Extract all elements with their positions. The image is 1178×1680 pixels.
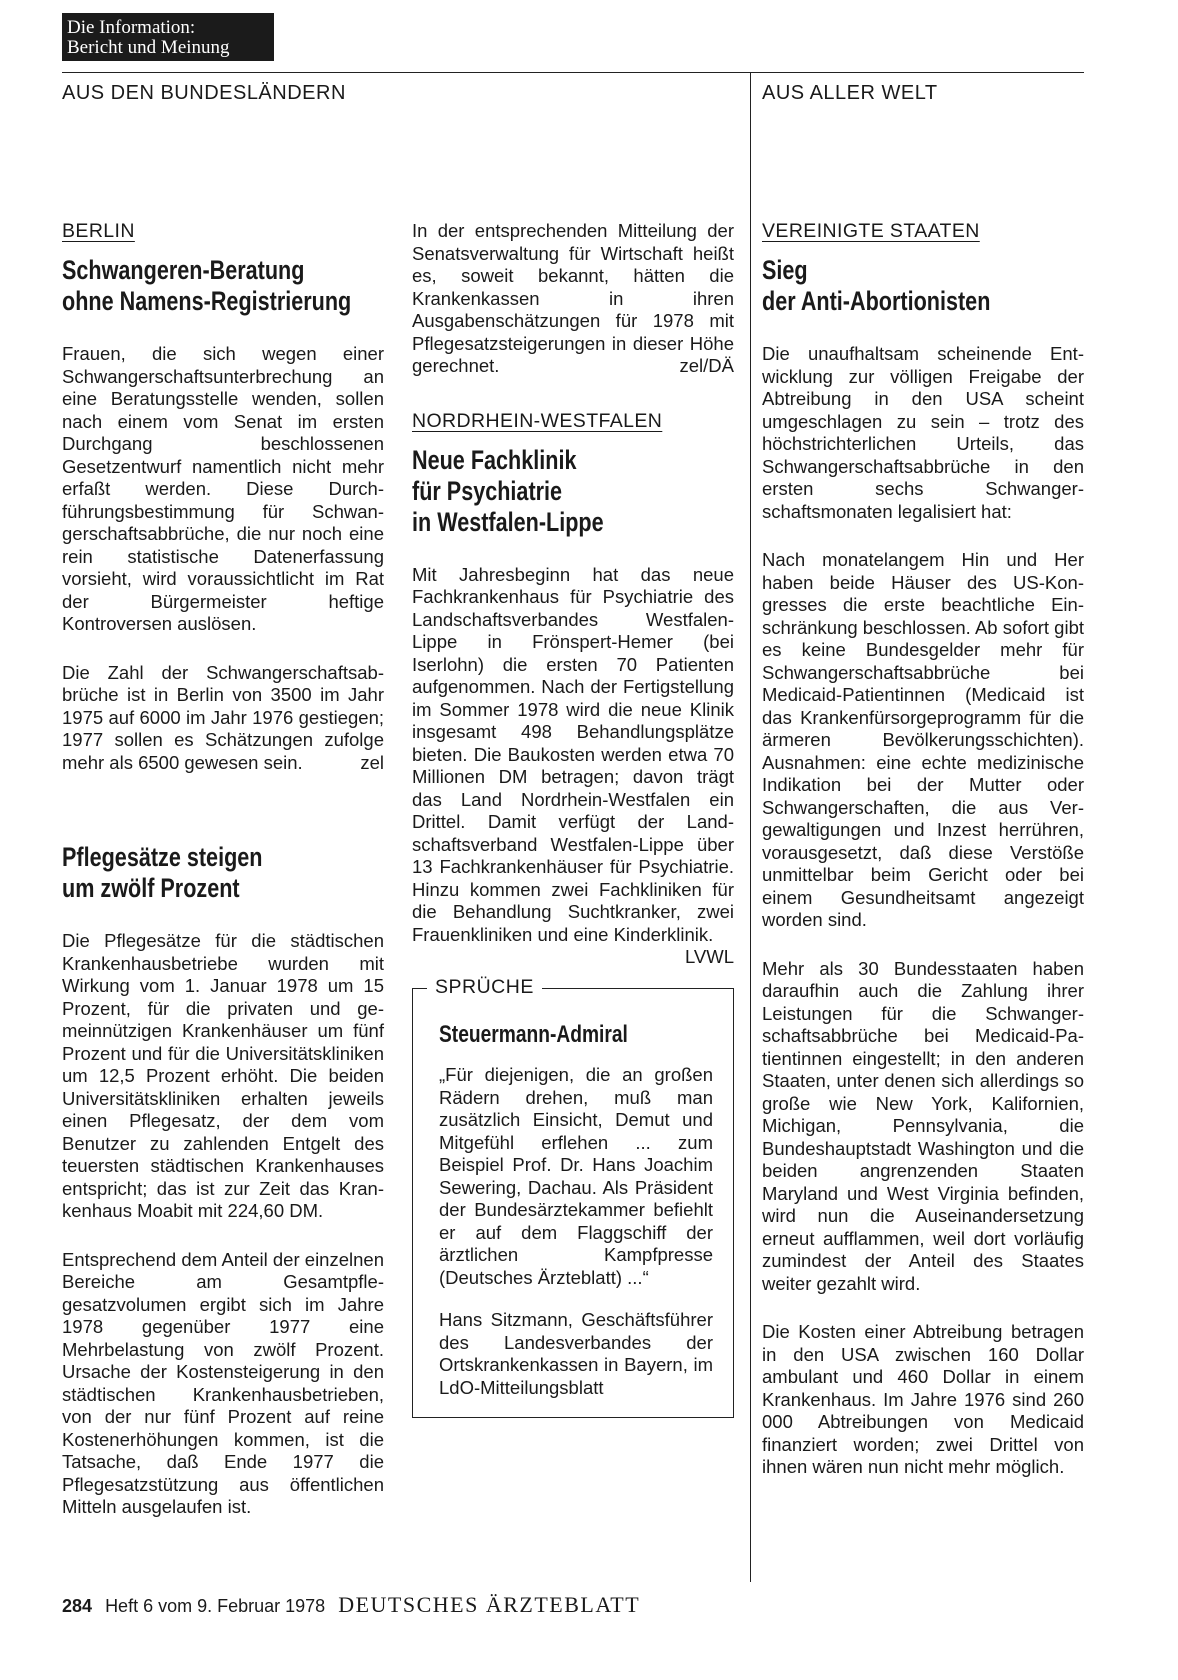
paragraph-text: Mit Jahresbeginn hat das neue Fachkrankenhaus für Psychiatrie des Landschaftsverbandes Westfalen-Lippe in Frönspert-Hemer (bei Iserlohn) die ersten 70 Patienten aufgenommen. Nach der Fertigstellung im Sommer 1978 wird die neue Klinik insgesamt 498 Behandlungsplätze bieten. Die Baukosten werden etwa 70 Millionen DM betragen; davon trägt das Land Nordrhein-Westfalen ein Drittel. Damit verfügt der Landschaftsverband Westfalen-Lippe über 13 Fachkrankenhäuser für Psychiatrie. Hinzu kommen zwei Fachkliniken für die Behandlung Suchtkranker, zwei Frauenkliniken und eine Kinderklinik. xyxy=(412,563,734,945)
article-paragraph: Nach monatelangem Hin und Her haben beide Häuser des US-Kongresses die erste beachtliche Einschränkung beschlossen. Ab sofort gibt es keine Bundesgelder mehr für Schwangerschaftsabbrüche bei Medicaid-Patientinnen (Medicaid ist das Krankenfürsorgeprogramm für die ärmeren Bevölkerungsschichten). Ausnahmen: eine echte medizinische Indikation bei der Mutter oder Schwangerschaften, die aus Vergewaltigungen und Inzest herrühren, vorausgesetzt, daß diese Verstöße unmittelbar beim Gericht oder bei einem Gesundheitsamt angezeigt worden sind. xyxy=(762,549,1084,930)
paragraph-text: In der entsprechenden Mitteilung der Senatsverwaltung für Wirtschaft heißt es, soweit bekannt, hätten die Krankenkassen in ihren Ausgabenschätzungen für 1978 mit Pflegesatzsteigerungen in dieser Höhe gerechnet. xyxy=(412,220,734,376)
author-signature: zel xyxy=(360,751,384,773)
author-signature: LVWL xyxy=(684,946,734,967)
masthead-line-2: Bericht und Meinung xyxy=(67,37,230,58)
kicker-nrw: NORDRHEIN-WESTFALEN xyxy=(412,409,663,432)
article-paragraph: Die unaufhaltsam scheinende Entwicklung zur völligen Freigabe der Abtreibung in den USA scheint umgeschlagen zu sein – trotz des höchstrichterlichen Urteils, das Schwangerschaftsabbrüche in den ersten sechs Schwangerschaftsmonaten legalisiert hat: xyxy=(762,343,1084,522)
masthead-line-1: Die Information: xyxy=(67,17,196,38)
page-footer xyxy=(62,1592,640,1618)
quote-source: Hans Sitzmann, Geschäftsführer des Landesverbandes der Ortskrankenkassen in Bayern, im LdO-Mitteilungsblatt xyxy=(439,1309,713,1398)
kicker-vereinigte-staaten: VEREINIGTE STAATEN xyxy=(762,220,980,242)
section-header-right: AUS ALLER WELT xyxy=(762,82,938,104)
article-paragraph: Frauen, die sich wegen einer Schwangerschaftsunterbrechung an eine Beratungsstelle wenden, sollen nach einem vom Senat im ersten Durchgang beschlossenen Gesetzentwurf namentlich nicht mehr erfaßt werden. Diese Durchführungsbestimmung für Schwangerschaftsabbrüche, die nur noch eine rein statistische Datenerfassung vorsieht, wird voraussichtlicht im Rat der Bürgermeister heftige Kontroversen auslösen. xyxy=(62,343,384,634)
column-1 xyxy=(62,220,384,1545)
headline-fachklinik: Neue Fachklinik für Psychiatrie in Westfalen-Lippe xyxy=(412,444,604,537)
masthead xyxy=(62,13,274,61)
paragraph-text: Die Zahl der Schwangerschaftsabbrüche ist in Berlin von 3500 im Jahr 1975 auf 6000 im Jahr 1976 gestiegen; 1977 sollen es Schätzungen zufolge mehr als 6500 gewesen sein. xyxy=(62,661,384,773)
kicker-berlin: BERLIN xyxy=(62,220,135,242)
section-header-left: AUS DEN BUNDESLÄNDERN xyxy=(62,82,346,104)
sprueche-label: SPRÜCHE xyxy=(427,976,542,999)
publication-name: DEUTSCHES ÄRZTEBLATT xyxy=(338,1592,641,1617)
article-paragraph xyxy=(412,563,734,967)
quote-text: „Für diejenigen, die an großen Rädern drehen, muß man zusätzlich Einsicht, Demut und Mitgefühl erflehen ... zum Beispiel Prof. Dr. Hans Joachim Sewering, Dachau. Als Präsident der Bundesärztekammer befiehlt er auf dem Flaggschiff der ärztlichen Kampfpresse (Deutsches Ärzteblatt) ...“ xyxy=(439,1064,713,1288)
page-number: 284 xyxy=(62,1596,93,1616)
article-paragraph xyxy=(412,220,734,378)
top-rule xyxy=(62,72,1084,73)
column-2 xyxy=(412,220,734,1418)
headline-schwangeren-beratung: Schwangeren-Beratung ohne Namens-Registrierung xyxy=(62,255,352,316)
article-paragraph: Die Kosten einer Abtreibung betragen in den USA zwischen 160 Dollar ambulant und 460 Dollar in einem Krankenhaus. Im Jahre 1976 sind 260 000 Abtreibungen von Medicaid finanziert worden; zwei Drittel von ihnen wären nun nicht mehr möglich. xyxy=(762,1321,1084,1477)
article-paragraph xyxy=(62,662,384,775)
issue-info: Heft 6 vom 9. Februar 1978 xyxy=(105,1596,326,1616)
article-paragraph: Mehr als 30 Bundesstaaten haben daraufhin auch die Zahlung ihrer Leistungen für die Schwangerschaftsabbrüche bei Medicaid-Patientinnen eingestellt; in den anderen Staaten, unter denen sich allerdings so große wie New York, Kalifornien, Michigan, Pennsylvania, die Bundeshauptstadt Washington und die beiden angrenzenden Staaten Maryland und West Virginia befinden, wird nun die Auseinandersetzung erneut aufflammen, weil dort vorläufig zumindest der Anteil des Staates weiter gezahlt wird. xyxy=(762,957,1084,1294)
sprueche-box xyxy=(412,976,734,1418)
headline-sieg: Sieg der Anti-Abortionisten xyxy=(762,255,991,316)
headline-steuermann-admiral: Steuermann-Admiral xyxy=(439,1021,628,1048)
column-divider xyxy=(750,72,751,1582)
author-signature: zel/DÄ xyxy=(679,355,734,376)
column-3 xyxy=(762,220,1084,1505)
article-paragraph: Die Pflegesätze für die städtischen Krankenhausbetriebe wurden mit Wirkung vom 1. Januar 1978 um 15 Prozent, für die privaten und gemeinnützigen Krankenhäuser um fünf Prozent und für die Universitätskliniken um 12,5 Prozent erhöht. Die beiden Universitätskliniken erhalten jeweils einen Pflegesatz, der dem vom Benutzer zu zahlenden Entgelt des teuersten städtischen Krankenhauses entspricht; das ist zur Zeit das Krankenhaus Moabit mit 224,60 DM. xyxy=(62,930,384,1221)
headline-pflegesaetze: Pflegesätze steigen um zwölf Prozent xyxy=(62,842,263,903)
article-paragraph: Entsprechend dem Anteil der einzelnen Bereiche am Gesamtpflegesatzvolumen ergibt sich im Jahre 1978 gegenüber 1977 eine Mehrbelastung von zwölf Prozent. Ursache der Kostensteigerung in den städtischen Krankenhausbetrieben, von der nur fünf Prozent auf reine Kostenerhöhungen kommen, ist die Tatsache, daß Ende 1977 die Pflegesatzstützung aus öffentlichen Mitteln ausgelaufen ist. xyxy=(62,1248,384,1517)
